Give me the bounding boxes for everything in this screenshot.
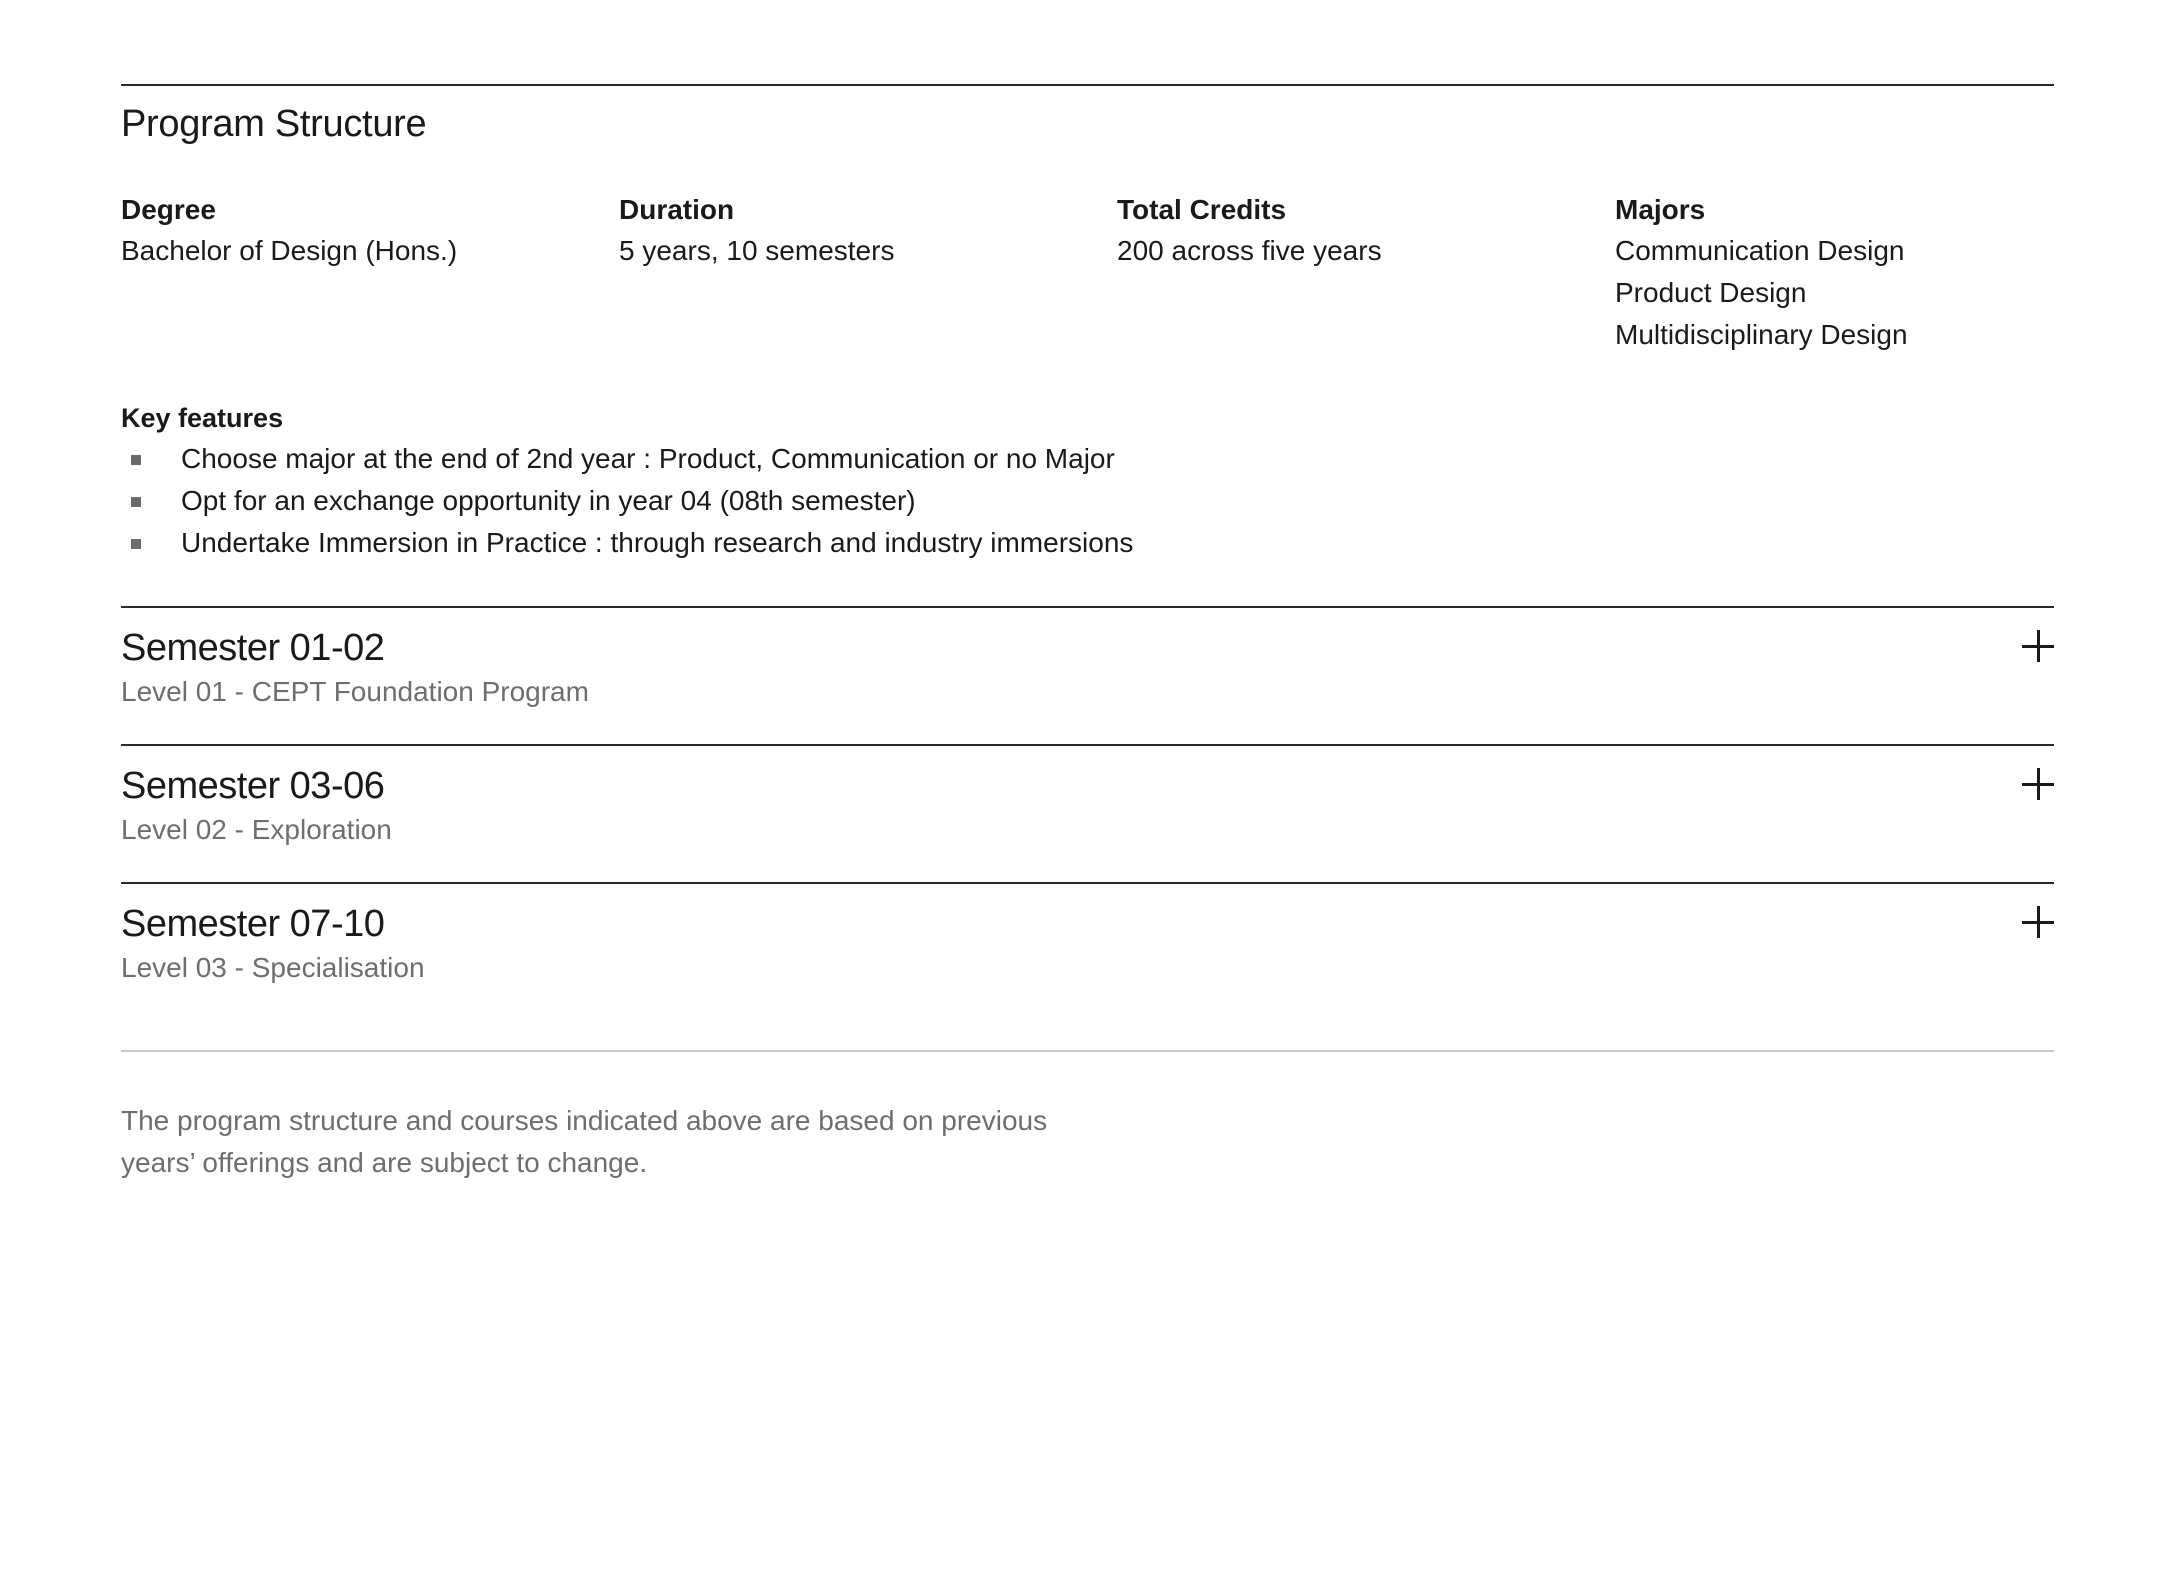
plus-icon[interactable] <box>2022 768 2054 800</box>
accordion-subtitle: Level 02 - Exploration <box>121 814 392 845</box>
note-line: The program structure and courses indicated above are based on previous <box>121 1105 1048 1136</box>
fact-label: Total Credits <box>1117 194 1287 225</box>
fact-label: Duration <box>619 194 735 225</box>
major-item: Product Design <box>1615 277 1807 308</box>
plus-icon[interactable] <box>2022 906 2054 938</box>
accordion-item-semester-07-10[interactable] <box>121 882 2054 1020</box>
fact-label: Degree <box>121 194 216 225</box>
accordion-title: Semester 01-02 <box>121 627 385 669</box>
square-bullet-icon <box>131 455 141 465</box>
fact-degree <box>121 190 619 356</box>
fact-label: Majors <box>1615 194 1706 225</box>
accordion-subtitle: Level 01 - CEPT Foundation Program <box>121 676 589 707</box>
accordion-item-semester-01-02[interactable] <box>121 606 2054 744</box>
accordion-subtitle: Level 03 - Specialisation <box>121 952 425 983</box>
major-item: Multidisciplinary Design <box>1615 319 1908 350</box>
fact-total-credits <box>1117 190 1615 356</box>
fact-value: Bachelor of Design (Hons.) <box>121 235 458 266</box>
feature-text: Choose major at the end of 2nd year : Product, Communication or no Major <box>181 443 1115 474</box>
list-item <box>121 438 2054 480</box>
accordion-title: Semester 07-10 <box>121 903 385 945</box>
section-title: Program Structure <box>121 103 427 145</box>
accordion-title: Semester 03-06 <box>121 765 385 807</box>
key-features-list <box>121 438 2054 564</box>
list-item <box>121 522 2054 564</box>
major-item: Communication Design <box>1615 235 1905 266</box>
fact-duration <box>619 190 1117 356</box>
list-item <box>121 480 2054 522</box>
key-features-label: Key features <box>121 403 284 433</box>
disclaimer-note <box>121 1100 1081 1184</box>
accordion-item-semester-03-06[interactable] <box>121 744 2054 882</box>
note-line: years’ offerings and are subject to change. <box>121 1147 648 1178</box>
fact-majors <box>1615 190 2054 356</box>
program-structure-section <box>121 0 2054 1184</box>
key-features <box>121 398 2054 564</box>
program-facts <box>121 190 2054 356</box>
bottom-divider <box>121 1050 2054 1052</box>
square-bullet-icon <box>131 497 141 507</box>
fact-value: 5 years, 10 semesters <box>619 235 895 266</box>
square-bullet-icon <box>131 539 141 549</box>
top-divider <box>121 84 2054 86</box>
feature-text: Opt for an exchange opportunity in year 04 (08th semester) <box>181 485 916 516</box>
plus-icon[interactable] <box>2022 630 2054 662</box>
feature-text: Undertake Immersion in Practice : through research and industry immersions <box>181 527 1134 558</box>
fact-value: 200 across five years <box>1117 235 1382 266</box>
semester-accordion <box>121 606 2054 1020</box>
